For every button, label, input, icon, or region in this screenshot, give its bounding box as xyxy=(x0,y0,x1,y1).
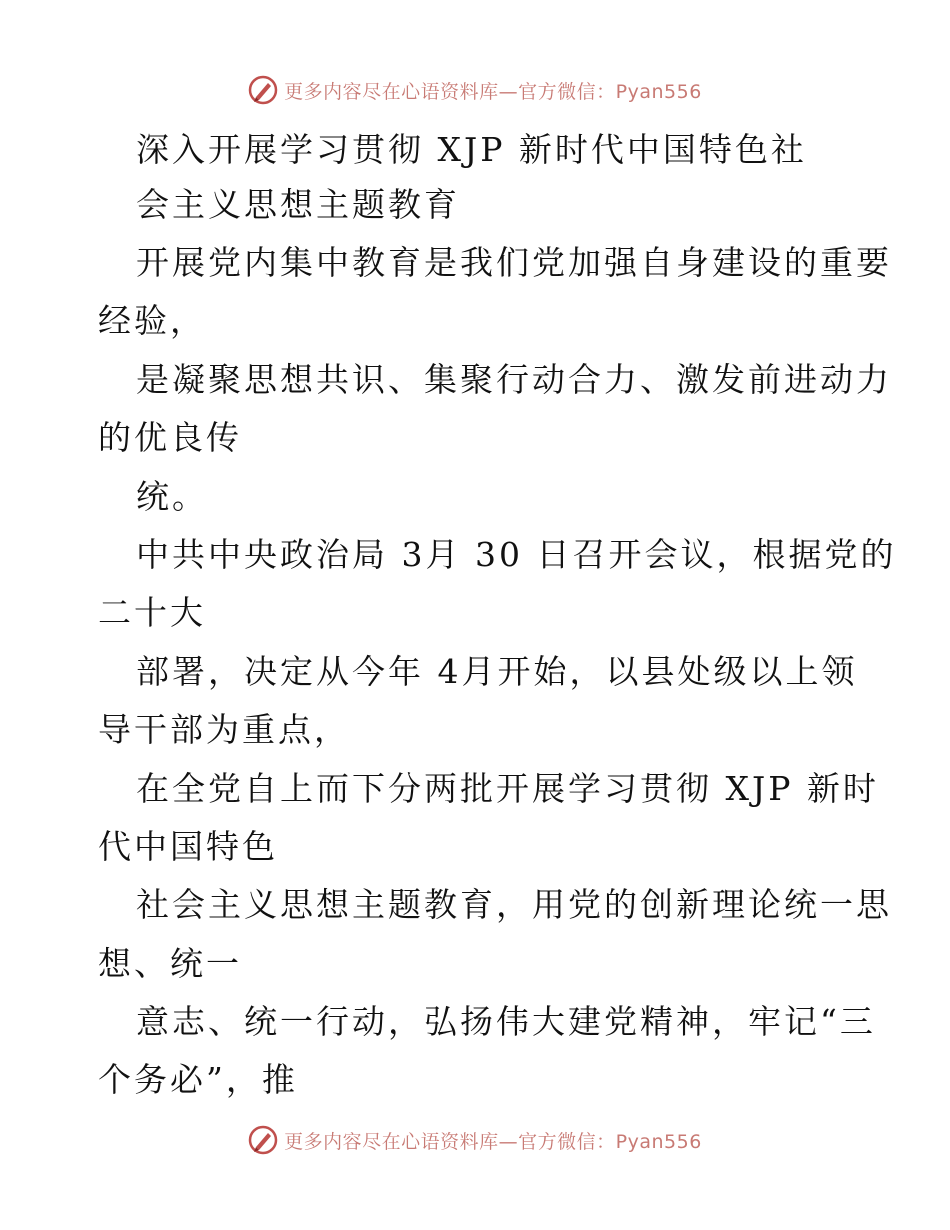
watermark-header xyxy=(0,70,950,110)
text-line: 开展党内集中教育是我们党加强自身建设的重要 xyxy=(136,243,892,282)
watermark-text: 更多内容尽在心语资料库—官方微信：Pyan556 xyxy=(284,1130,702,1153)
text-line: 中共中央政治局 3月 30 日召开会议，根据党的 xyxy=(136,535,897,574)
watermark-footer xyxy=(0,1120,950,1160)
text-line: 的优良传 xyxy=(98,418,242,457)
text-line: 会主义思想主题教育 xyxy=(136,185,460,224)
text-line: 导干部为重点， xyxy=(98,710,350,749)
text-line: 是凝聚思想共识、集聚行动合力、激发前进动力 xyxy=(136,360,892,399)
text-line: 代中国特色 xyxy=(98,827,278,866)
text-line: 经验， xyxy=(98,301,206,340)
pen-logo-icon xyxy=(248,75,278,105)
text-line: 个务必”，推 xyxy=(98,1060,298,1099)
pen-logo-icon xyxy=(248,1125,278,1155)
text-line: 二十大 xyxy=(98,593,206,632)
text-line: 意志、统一行动，弘扬伟大建党精神，牢记“三 xyxy=(136,1002,876,1041)
text-line: 想、统一 xyxy=(98,944,242,983)
text-line: 社会主义思想主题教育，用党的创新理论统一思 xyxy=(136,885,892,924)
text-line: 在全党自上而下分两批开展学习贯彻 XJP 新时 xyxy=(136,769,879,808)
text-line: 深入开展学习贯彻 XJP 新时代中国特色社 xyxy=(136,130,807,169)
text-line: 统。 xyxy=(136,477,208,516)
watermark-text: 更多内容尽在心语资料库—官方微信：Pyan556 xyxy=(284,80,702,103)
text-line: 部署，决定从今年 4月开始，以县处级以上领 xyxy=(136,652,858,691)
